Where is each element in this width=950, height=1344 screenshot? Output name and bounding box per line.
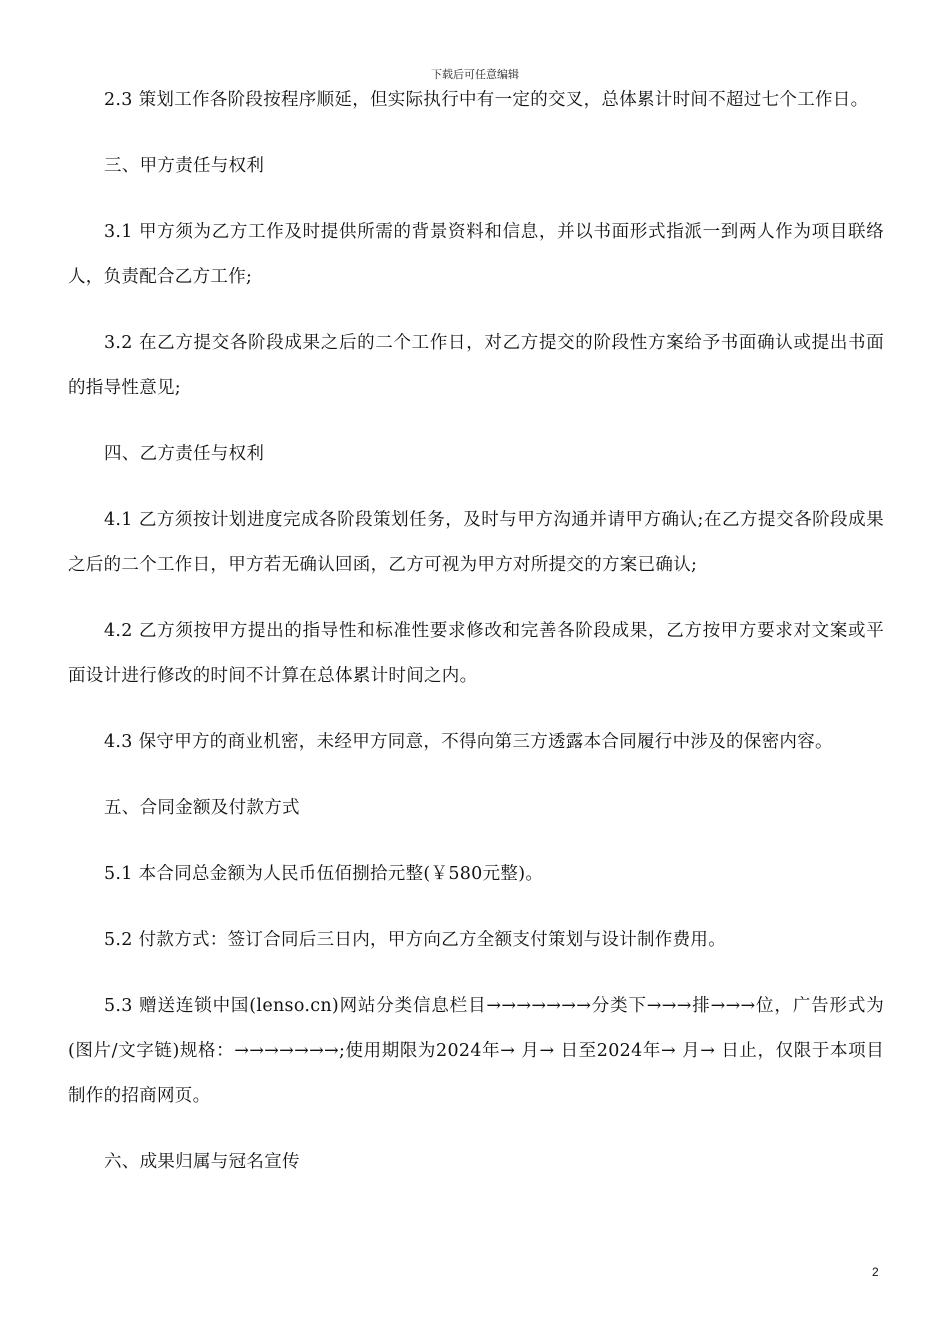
header-note: 下载后可任意编辑: [431, 68, 519, 81]
clause-3-2: 3.2 在乙方提交各阶段成果之后的二个工作日，对乙方提交的阶段性方案给予书面确认或提出书面的指导性意见;: [68, 333, 884, 398]
section-heading-4: 四、乙方责任与权利: [104, 444, 265, 464]
clause-4-1: 4.1 乙方须按计划进度完成各阶段策划任务，及时与甲方沟通并请甲方确认;在乙方提交各阶段成果之后的二个工作日，甲方若无确认回函，乙方可视为甲方对所提交的方案已确认;: [68, 510, 884, 575]
section-heading-6: 六、成果归属与冠名宣传: [104, 1152, 300, 1172]
section-heading-3: 三、甲方责任与权利: [104, 156, 265, 176]
clause-5-1: 5.1 本合同总金额为人民币伍佰捌拾元整(￥580元整)。: [104, 864, 544, 884]
clause-4-3: 4.3 保守甲方的商业机密，未经甲方同意，不得向第三方透露本合同履行中涉及的保密内容。: [104, 732, 833, 752]
clause-5-3: 5.3 赠送连锁中国(lenso.cn)网站分类信息栏目→→→→→→→分类下→→→排→→→位，广告形式为(图片/文字链)规格：→→→→→→→;使用期限为2024年→ 月→ 日至2024年→ 月→ 日止，仅限于本项目制作的招商网页。: [68, 996, 884, 1106]
document-body: [68, 78, 884, 1206]
clause-5-2: 5.2 付款方式：签订合同后三日内，甲方向乙方全额支付策划与设计制作费用。: [104, 930, 726, 950]
clause-4-2: 4.2 乙方须按甲方提出的指导性和标准性要求修改和完善各阶段成果，乙方按甲方要求对文案或平面设计进行修改的时间不计算在总体累计时间之内。: [68, 621, 884, 686]
clause-2-3: 2.3 策划工作各阶段按程序顺延，但实际执行中有一定的交叉，总体累计时间不超过七个工作日。: [104, 90, 869, 110]
page-number: 2: [872, 1265, 879, 1279]
clause-3-1: 3.1 甲方须为乙方工作及时提供所需的背景资料和信息，并以书面形式指派一到两人作为项目联络人，负责配合乙方工作;: [68, 222, 884, 287]
section-heading-5: 五、合同金额及付款方式: [104, 798, 300, 818]
